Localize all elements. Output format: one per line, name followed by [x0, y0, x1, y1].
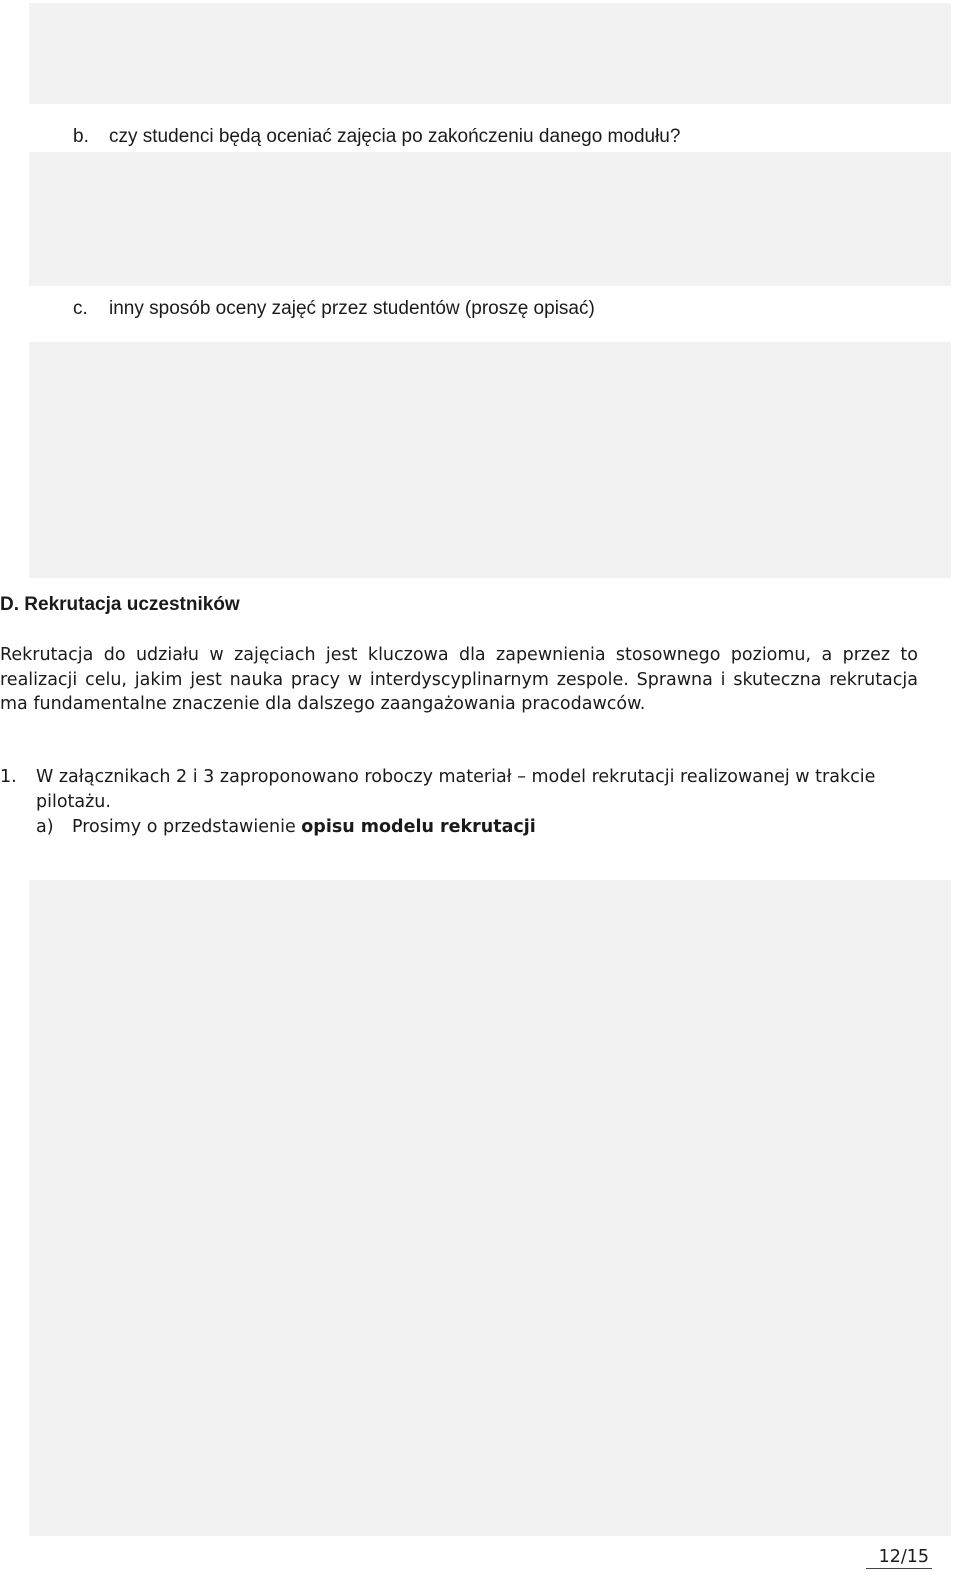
footer-rule — [866, 1568, 932, 1569]
answer-box-a[interactable] — [29, 3, 951, 104]
item-1a-bold-text: opisu modelu rekrutacji — [301, 817, 536, 837]
question-b — [73, 126, 680, 148]
question-b-marker: b. — [73, 126, 89, 147]
question-c-text: inny sposób oceny zajęć przez studentów (proszę opisać) — [109, 298, 595, 319]
answer-box-b[interactable] — [29, 152, 951, 286]
question-c-marker: c. — [73, 298, 88, 319]
item-1-number: 1. — [0, 767, 17, 787]
section-d-heading: D. Rekrutacja uczestników — [0, 594, 240, 615]
answer-box-recruitment-model[interactable] — [29, 880, 951, 1536]
answer-box-c[interactable] — [29, 342, 951, 578]
item-1a-text: Prosimy o przedstawienie — [72, 817, 302, 837]
section-d-item-1a — [36, 815, 536, 840]
item-1a-marker: a) — [36, 817, 54, 837]
item-1-text: W załącznikach 2 i 3 zaproponowano roboczy materiał – model rekrutacji realizowanej w trakcie pilotażu. — [36, 767, 876, 812]
section-d-item-1 — [0, 765, 925, 814]
question-b-text: czy studenci będą oceniać zajęcia po zakończeniu danego modułu? — [109, 126, 681, 147]
page-number: 12/15 — [878, 1547, 929, 1567]
section-d-intro: Rekrutacja do udziału w zajęciach jest kluczowa dla zapewnienia stosownego poziomu, a przez to realizacji celu, jakim jest nauka pracy w interdyscyplinarnym zespole. Sprawna i skuteczna rekrutacja ma fundamentalne znaczenie dla dalszego zaangażowania pracodawców. — [0, 645, 918, 714]
question-c — [73, 298, 595, 320]
